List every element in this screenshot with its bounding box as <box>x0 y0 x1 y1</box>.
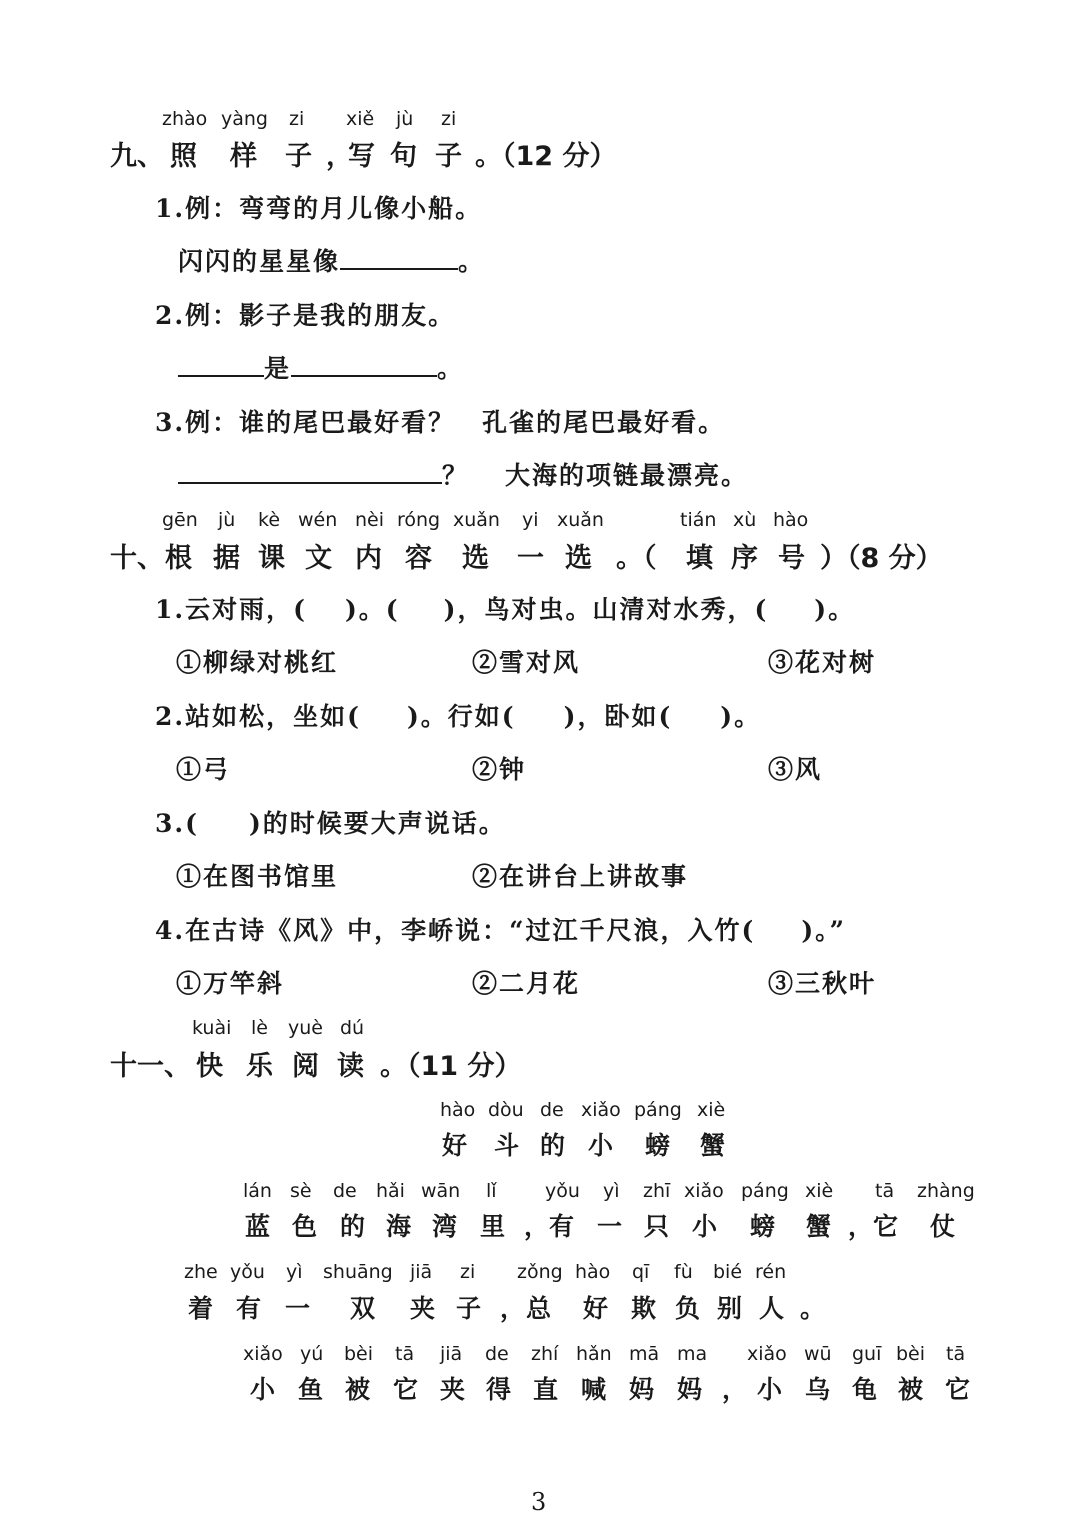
heading-char: 句 <box>390 141 417 172</box>
title-char: 好 <box>442 1131 468 1160</box>
passage-char: 好 <box>583 1294 609 1323</box>
passage-char: 一 <box>597 1212 623 1241</box>
passage-char: 一 <box>285 1294 311 1323</box>
passage-punct: ， <box>848 1212 874 1241</box>
pinyin: hào <box>440 1099 476 1121</box>
pinyin: yàng <box>221 108 268 130</box>
title-char: 斗 <box>494 1131 520 1160</box>
passage-punct: ， <box>524 1212 550 1241</box>
passage-char: 被 <box>345 1375 371 1404</box>
title-char: 蟹 <box>700 1131 726 1160</box>
heading-char: 填 <box>686 543 713 574</box>
pinyin: xù <box>733 509 757 531</box>
question-9-2-answer-line <box>178 349 464 385</box>
question-9-3-answer-line <box>178 456 469 492</box>
passage-char: 妈 <box>677 1375 703 1404</box>
pinyin: lǐ <box>486 1180 497 1202</box>
option: ③花对树 <box>768 648 877 677</box>
section-number: 十一、 <box>110 1051 191 1082</box>
passage-char: 夹 <box>410 1294 436 1323</box>
passage-char: 有 <box>236 1294 262 1323</box>
pinyin: zhào <box>162 108 208 130</box>
score-label: 。（11 分） <box>380 1051 522 1082</box>
passage-char: 小 <box>757 1375 783 1404</box>
pinyin: tā <box>395 1343 415 1365</box>
pinyin: zi <box>289 108 305 130</box>
heading-punct: 。（ <box>616 543 657 574</box>
pinyin: guī <box>852 1343 882 1365</box>
question-mark: ？ <box>442 461 470 490</box>
passage-char: 它 <box>945 1375 971 1404</box>
heading-char: 容 <box>405 543 432 574</box>
pinyin: róng <box>397 509 441 531</box>
passage-char: 妈 <box>629 1375 655 1404</box>
passage-char: 喊 <box>581 1375 607 1404</box>
option: ③三秋叶 <box>768 969 877 998</box>
pinyin: xiè <box>805 1180 834 1202</box>
option: ②二月花 <box>472 969 581 998</box>
heading-char: ， <box>326 141 353 172</box>
pinyin: qī <box>632 1261 650 1283</box>
pinyin: de <box>540 1099 564 1121</box>
pinyin: nèi <box>355 509 385 531</box>
score-label: 。（12 分） <box>475 141 617 172</box>
pinyin: xuǎn <box>557 509 604 531</box>
pinyin: zhe <box>184 1261 218 1283</box>
pinyin: zhī <box>643 1180 671 1202</box>
passage-char: 夹 <box>440 1375 466 1404</box>
pinyin: dòu <box>488 1099 524 1121</box>
passage-char: 它 <box>873 1212 899 1241</box>
pinyin: yì <box>286 1261 303 1283</box>
heading-char: 样 <box>230 141 257 172</box>
question-text: )的时候要大声说话。 <box>248 809 506 838</box>
passage-char: 着 <box>188 1294 214 1323</box>
passage-char: 小 <box>692 1212 718 1241</box>
heading-char: 课 <box>258 543 285 574</box>
pinyin: bié <box>713 1261 743 1283</box>
pinyin: xiě <box>346 108 375 130</box>
pinyin: fù <box>674 1261 693 1283</box>
passage-char: 它 <box>393 1375 419 1404</box>
option: ②雪对风 <box>472 648 581 677</box>
pinyin: yú <box>300 1343 324 1365</box>
section-number: 十、 <box>110 543 164 574</box>
heading-char: 子 <box>285 141 312 172</box>
pinyin: kè <box>258 509 281 531</box>
answer-blank[interactable] <box>178 460 442 484</box>
pinyin: hào <box>575 1261 611 1283</box>
pinyin: bèi <box>344 1343 374 1365</box>
passage-char: 鱼 <box>298 1375 324 1404</box>
heading-char: 读 <box>337 1051 364 1082</box>
pinyin: de <box>333 1180 357 1202</box>
question-text: )，卧如( <box>563 702 673 731</box>
passage-char: 蟹 <box>806 1212 832 1241</box>
passage-char: 负 <box>675 1294 701 1323</box>
passage-punct: ， <box>500 1294 526 1323</box>
passage-char: 人 <box>759 1294 785 1323</box>
passage-char: 被 <box>898 1375 924 1404</box>
question-text: )。” <box>801 916 847 945</box>
heading-char: 子 <box>435 141 462 172</box>
heading-char: 快 <box>196 1051 223 1082</box>
question-9-1-answer-line <box>178 242 485 278</box>
heading-char: 写 <box>348 141 375 172</box>
pinyin: shuāng <box>323 1261 393 1283</box>
pinyin: hǎn <box>576 1343 612 1365</box>
option: ②在讲台上讲故事 <box>472 862 689 891</box>
pinyin: yǒu <box>545 1180 580 1202</box>
pinyin: tā <box>946 1343 966 1365</box>
pinyin: zhàng <box>917 1180 975 1202</box>
question-9-3-example: 3.例：谁的尾巴最好看？ 孔雀的尾巴最好看。 <box>155 408 726 437</box>
heading-char: 阅 <box>292 1051 319 1082</box>
pinyin: jiā <box>410 1261 433 1283</box>
passage-char: 只 <box>644 1212 670 1241</box>
period: 。 <box>437 354 465 383</box>
question-text: )，鸟对虫。山清对水秀，( <box>443 595 769 624</box>
question-text: 4.在古诗《风》中，李峤说：“过江千尺浪，入竹( <box>155 916 756 945</box>
question-text: 3.( <box>155 809 199 838</box>
page-number: 3 <box>531 1488 547 1516</box>
pinyin: yì <box>603 1180 620 1202</box>
answer-blank[interactable] <box>340 246 458 270</box>
pinyin: bèi <box>896 1343 926 1365</box>
pinyin: páng <box>741 1180 789 1202</box>
pinyin: zǒng <box>517 1261 563 1283</box>
option: ③风 <box>768 755 823 784</box>
passage-char: 直 <box>533 1375 559 1404</box>
passage-char: 乌 <box>805 1375 831 1404</box>
option: ①柳绿对桃红 <box>176 648 339 677</box>
heading-char: 乐 <box>246 1051 273 1082</box>
option: ①弓 <box>176 755 231 784</box>
question-10-1 <box>155 590 855 626</box>
pinyin: xiǎo <box>581 1099 621 1121</box>
question-text: )。( <box>344 595 400 624</box>
passage-char: 小 <box>250 1375 276 1404</box>
option: ①在图书馆里 <box>176 862 339 891</box>
pinyin: páng <box>634 1099 682 1121</box>
heading-char: 序 <box>731 543 758 574</box>
question-9-1-example: 1.例：弯弯的月儿像小船。 <box>155 194 483 223</box>
question-text: )。 <box>814 595 856 624</box>
pinyin: tā <box>875 1180 895 1202</box>
pinyin: wén <box>298 509 338 531</box>
heading-char: 选 <box>462 543 489 574</box>
pinyin: jù <box>396 108 414 130</box>
passage-char: 色 <box>292 1212 318 1241</box>
pinyin: wān <box>421 1180 461 1202</box>
title-char: 螃 <box>645 1131 671 1160</box>
title-char: 小 <box>588 1131 614 1160</box>
passage-char: 海 <box>386 1212 412 1241</box>
pinyin: hào <box>773 509 809 531</box>
passage-char: 的 <box>340 1212 366 1241</box>
pinyin: zhí <box>531 1343 559 1365</box>
passage-char: 双 <box>350 1294 376 1323</box>
heading-char: 一 <box>517 543 544 574</box>
pinyin: xuǎn <box>453 509 500 531</box>
heading-char: 照 <box>170 141 197 172</box>
pinyin: dú <box>340 1017 365 1039</box>
heading-char: 据 <box>213 543 240 574</box>
pinyin: de <box>485 1343 509 1365</box>
passage-char: 螃 <box>750 1212 776 1241</box>
connector-text: 是 <box>264 354 292 383</box>
passage-punct: 。 <box>800 1294 826 1323</box>
pinyin: xiǎo <box>684 1180 724 1202</box>
pinyin: rén <box>755 1261 787 1283</box>
heading-char: 选 <box>565 543 592 574</box>
question-10-3 <box>155 804 506 840</box>
pinyin: hǎi <box>376 1180 405 1202</box>
passage-punct: ， <box>722 1375 748 1404</box>
prompt-text: 闪闪的星星像 <box>178 247 341 276</box>
pinyin: wū <box>804 1343 832 1365</box>
question-10-2 <box>155 697 761 733</box>
passage-char: 得 <box>486 1375 512 1404</box>
pinyin: xiǎo <box>243 1343 283 1365</box>
pinyin: lè <box>251 1017 268 1039</box>
pinyin: xiè <box>697 1099 726 1121</box>
pinyin: yi <box>522 509 539 531</box>
pinyin: ma <box>677 1343 708 1365</box>
pinyin: zi <box>441 108 457 130</box>
pinyin: jiā <box>440 1343 463 1365</box>
question-text: )。 <box>720 702 762 731</box>
passage-char: 有 <box>549 1212 575 1241</box>
answer-blank[interactable] <box>178 353 264 377</box>
period: 。 <box>458 247 486 276</box>
section-number: 九、 <box>110 141 164 172</box>
passage-char: 子 <box>456 1294 482 1323</box>
heading-char: 文 <box>305 543 332 574</box>
option: ②钟 <box>472 755 527 784</box>
passage-char: 里 <box>480 1212 506 1241</box>
heading-char: 根 <box>165 543 192 574</box>
question-text: 2.站如松，坐如( <box>155 702 361 731</box>
passage-char: 欺 <box>631 1294 657 1323</box>
title-char: 的 <box>540 1131 566 1160</box>
heading-char: 内 <box>355 543 382 574</box>
question-text: 1.云对雨，( <box>155 595 307 624</box>
pinyin: zi <box>460 1261 476 1283</box>
passage-char: 蓝 <box>245 1212 271 1241</box>
question-10-4 <box>155 911 846 947</box>
question-9-2-example: 2.例：影子是我的朋友。 <box>155 301 456 330</box>
score-label: ）（8 分） <box>820 543 943 574</box>
passage-char: 龟 <box>852 1375 878 1404</box>
pinyin: lán <box>243 1180 272 1202</box>
pinyin: sè <box>290 1180 312 1202</box>
passage-char: 仗 <box>930 1212 956 1241</box>
question-text: )。行如( <box>406 702 516 731</box>
pinyin: mā <box>629 1343 660 1365</box>
passage-char: 别 <box>717 1294 743 1323</box>
pinyin: yuè <box>288 1017 323 1039</box>
passage-char: 湾 <box>432 1212 458 1241</box>
pinyin: jù <box>218 509 236 531</box>
passage-char: 总 <box>526 1294 552 1323</box>
pinyin: xiǎo <box>747 1343 787 1365</box>
pinyin: tián <box>680 509 717 531</box>
heading-char: 号 <box>778 543 805 574</box>
pinyin: gēn <box>162 509 198 531</box>
pinyin: kuài <box>192 1017 232 1039</box>
question-9-3-answer-text: 大海的项链最漂亮。 <box>505 461 749 490</box>
pinyin: yǒu <box>230 1261 265 1283</box>
answer-blank[interactable] <box>291 353 437 377</box>
option: ①万竿斜 <box>176 969 285 998</box>
